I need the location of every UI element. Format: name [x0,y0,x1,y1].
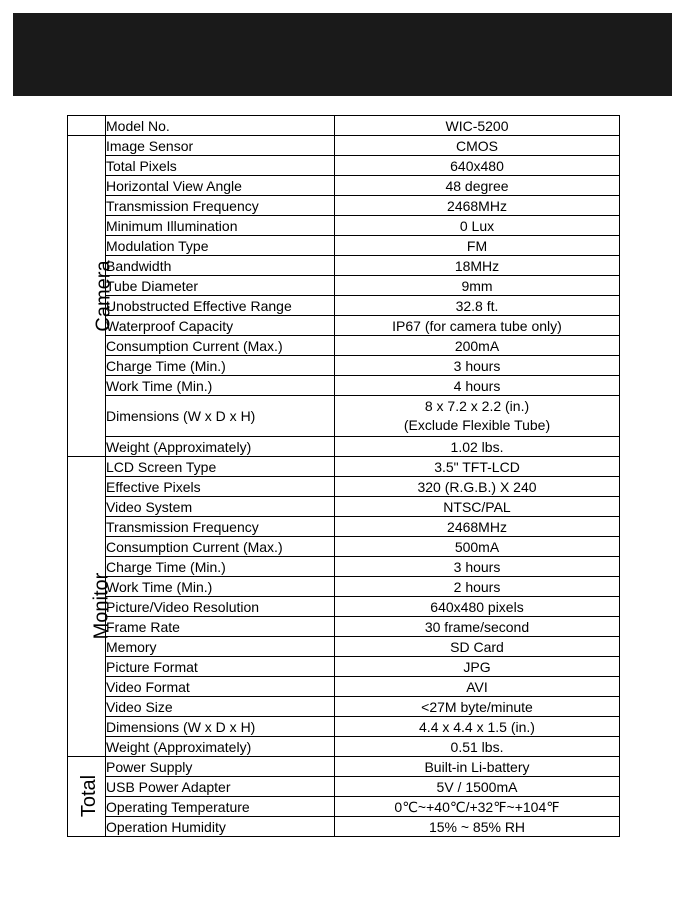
spec-value: IP67 (for camera tube only) [335,316,620,336]
spec-row [68,296,620,316]
spec-label: Operating Temperature [106,797,335,817]
section-cell-camera [68,136,115,457]
spec-label: Memory [106,637,335,657]
spec-label: Operation Humidity [106,817,335,837]
spec-row [68,557,620,577]
spec-row [68,817,620,837]
header-bar [13,13,672,96]
spec-value [335,396,620,437]
spec-label: Total Pixels [106,156,335,176]
spec-value: AVI [335,677,620,697]
spec-label: Video Format [106,677,335,697]
spec-row [68,176,620,196]
spec-value-line: 8 x 7.2 x 2.2 (in.) [424,398,530,414]
spec-row [68,196,620,216]
spec-value: <27M byte/minute [335,697,620,717]
spec-value: 1.02 lbs. [335,437,620,457]
spec-row [68,717,620,737]
spec-value: 32.8 ft. [335,296,620,316]
spec-label: Power Supply [106,757,335,777]
spec-row [68,256,620,276]
spec-value: 3 hours [335,356,620,376]
spec-row [68,216,620,236]
spec-value: 640x480 pixels [335,597,620,617]
spec-value: 2468MHz [335,517,620,537]
spec-value: 4 hours [335,376,620,396]
spec-row [68,136,620,156]
model-row [68,116,620,136]
spec-row [68,637,620,657]
corner-cell [68,116,106,136]
spec-label: Transmission Frequency [106,196,335,216]
spec-row [68,236,620,256]
spec-label: Transmission Frequency [106,517,335,537]
spec-row [68,597,620,617]
spec-value: 500mA [335,537,620,557]
spec-label: Image Sensor [106,136,335,156]
spec-value: 320 (R.G.B.) X 240 [335,477,620,497]
spec-row [68,577,620,597]
spec-value: SD Card [335,637,620,657]
spec-value: 30 frame/second [335,617,620,637]
spec-value: 48 degree [335,176,620,196]
spec-row [68,156,620,176]
spec-row [68,477,620,497]
spec-row [68,316,620,336]
spec-value-line: (Exclude Flexible Tube) [403,417,551,433]
spec-label: Effective Pixels [106,477,335,497]
spec-row [68,797,620,817]
spec-label: Tube Diameter [106,276,335,296]
spec-value: 0 Lux [335,216,620,236]
spec-row [68,336,620,356]
spec-row [68,657,620,677]
bottom-band [0,896,686,904]
spec-row [68,617,620,637]
spec-value: 640x480 [335,156,620,176]
spec-label: Consumption Current (Max.) [106,336,335,356]
spec-value: 0℃~+40℃/+32℉~+104℉ [335,797,620,817]
spec-value: 3.5" TFT-LCD [335,457,620,477]
spec-value: Built-in Li-battery [335,757,620,777]
spec-label: Horizontal View Angle [106,176,335,196]
spec-label: Consumption Current (Max.) [106,537,335,557]
spec-label: Waterproof Capacity [106,316,335,336]
spec-value: FM [335,236,620,256]
spec-value: 9mm [335,276,620,296]
spec-label: Modulation Type [106,236,335,256]
section-cell-total [68,757,106,837]
section-cell-monitor [68,457,113,757]
section-label: Camera [92,259,115,332]
spec-label: Weight (Approximately) [106,437,335,457]
spec-row [68,757,620,777]
spec-value: 15% ~ 85% RH [335,817,620,837]
spec-label: Work Time (Min.) [106,376,335,396]
spec-label: Unobstructed Effective Range [106,296,335,316]
spec-row [68,497,620,517]
spec-label: Dimensions (W x D x H) [106,396,335,437]
model-value: WIC-5200 [335,116,620,136]
section-label: Total [78,774,101,818]
spec-table [67,115,620,837]
spec-row [68,737,620,757]
model-label: Model No. [106,116,335,136]
spec-row [68,376,620,396]
spec-row [68,396,620,437]
spec-row [68,356,620,376]
spec-label: Video Size [106,697,335,717]
spec-value: JPG [335,657,620,677]
spec-label: Weight (Approximately) [106,737,335,757]
spec-row [68,777,620,797]
spec-value: 5V / 1500mA [335,777,620,797]
spec-label: LCD Screen Type [106,457,335,477]
spec-label: Picture/Video Resolution [106,597,335,617]
spec-label: Bandwidth [106,256,335,276]
spec-value: 2468MHz [335,196,620,216]
spec-label: Picture Format [106,657,335,677]
spec-label: Work Time (Min.) [106,577,335,597]
spec-row [68,677,620,697]
spec-label: USB Power Adapter [106,777,335,797]
spec-row [68,517,620,537]
section-label: Monitor [90,572,113,640]
spec-label: Charge Time (Min.) [106,356,335,376]
spec-value: 200mA [335,336,620,356]
spec-row [68,697,620,717]
spec-label: Frame Rate [106,617,335,637]
spec-value: 2 hours [335,577,620,597]
spec-row [68,276,620,296]
spec-row [68,537,620,557]
spec-value: 0.51 lbs. [335,737,620,757]
spec-value: 3 hours [335,557,620,577]
spec-value: CMOS [335,136,620,156]
spec-row [68,437,620,457]
spec-label: Dimensions (W x D x H) [106,717,335,737]
spec-row [68,457,620,477]
spec-value: 18MHz [335,256,620,276]
spec-label: Video System [106,497,335,517]
spec-value: NTSC/PAL [335,497,620,517]
spec-label: Charge Time (Min.) [106,557,335,577]
spec-value: 4.4 x 4.4 x 1.5 (in.) [335,717,620,737]
spec-label: Minimum Illumination [106,216,335,236]
